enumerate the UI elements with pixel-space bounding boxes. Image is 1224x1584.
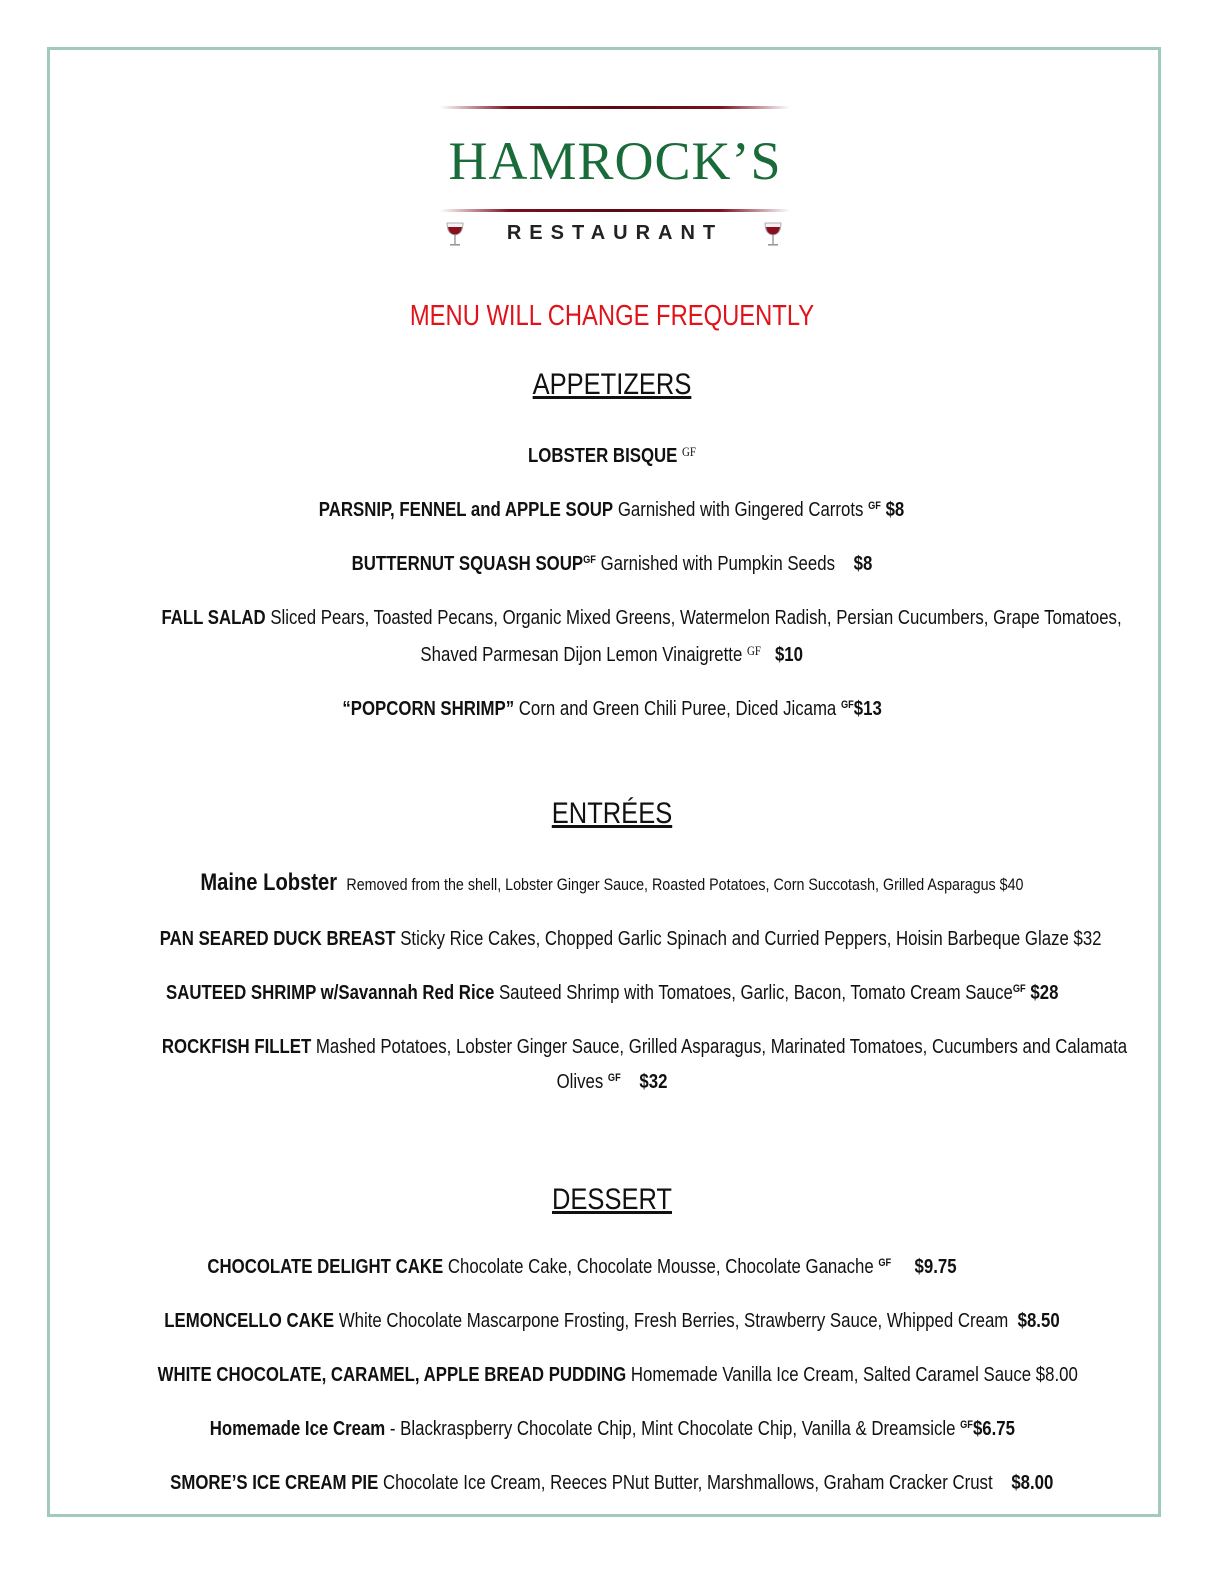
menu-item-continued <box>70 1063 1154 1101</box>
menu-item-continued <box>70 636 1154 674</box>
item-name: BUTTERNUT SQUASH SOUP <box>351 553 584 575</box>
item-name: Maine Lobster <box>200 869 338 896</box>
gluten-free-mark: GF <box>607 1072 621 1084</box>
menu-item <box>70 599 1154 637</box>
item-description: Olives <box>556 1071 604 1093</box>
menu-item <box>70 1028 1154 1066</box>
item-name: LOBSTER BISQUE <box>527 445 678 467</box>
item-description: Chocolate Ice Cream, Reeces PNut Butter, Marshmallows, Graham Cracker Crust <box>383 1472 993 1494</box>
gluten-free-mark: GF <box>583 554 596 566</box>
item-description: - Blackraspberry Chocolate Chip, Mint Chocolate Chip, Vanilla & Dreamsicle <box>389 1418 956 1440</box>
item-name: SAUTEED SHRIMP w/Savannah Red Rice <box>165 982 495 1004</box>
item-description: White Chocolate Mascarpone Frosting, Fresh Berries, Strawberry Sauce, Whipped Cream <box>338 1310 1009 1332</box>
gluten-free-mark: GF <box>868 500 882 512</box>
item-price: $32 <box>639 1071 668 1093</box>
item-description: Garnished with Gingered Carrots <box>618 499 864 521</box>
item-price: $13 <box>853 698 882 720</box>
logo-name: HAMROCK’S <box>448 131 782 191</box>
item-description: Sauteed Shrimp with Tomatoes, Garlic, Bacon, Tomato Cream Sauce <box>498 982 1013 1004</box>
item-price: $8 <box>853 553 873 575</box>
item-price: $6.75 <box>972 1418 1015 1440</box>
item-price: $8.50 <box>1017 1310 1060 1332</box>
page-border <box>47 47 1161 1517</box>
appetizers-heading: APPETIZERS <box>532 368 692 401</box>
menu-item <box>70 437 1154 475</box>
item-name: PARSNIP, FENNEL and APPLE SOUP <box>319 499 614 521</box>
logo-bottom-rule <box>440 209 790 212</box>
menu-item <box>70 974 1154 1012</box>
item-description: Sliced Pears, Toasted Pecans, Organic Mixed Greens, Watermelon Radish, Persian Cucumbers, Grape Tomatoes, <box>270 607 1122 629</box>
menu-item <box>70 1248 1154 1286</box>
item-description: Shaved Parmesan Dijon Lemon Vinaigrette <box>420 644 743 666</box>
logo-top-rule <box>440 106 790 109</box>
logo-subtitle: RESTAURANT <box>506 222 724 244</box>
item-description: Corn and Green Chili Puree, Diced Jicama <box>518 698 837 720</box>
item-description: Chocolate Cake, Chocolate Mousse, Chocolate Ganache <box>447 1256 874 1278</box>
item-name: “POPCORN SHRIMP” <box>342 698 515 720</box>
item-price: $8 <box>886 499 905 521</box>
menu-change-notice: MENU WILL CHANGE FREQUENTLY <box>409 300 815 332</box>
gluten-free-mark: GF <box>747 643 762 658</box>
gluten-free-mark: GF <box>959 1419 973 1431</box>
item-name: ROCKFISH FILLET <box>161 1036 312 1058</box>
menu-item <box>70 920 1154 958</box>
item-name: FALL SALAD <box>161 607 266 629</box>
item-description: Homemade Vanilla Ice Cream, Salted Caramel Sauce $8.00 <box>630 1364 1078 1386</box>
item-name: CHOCOLATE DELIGHT CAKE <box>207 1256 444 1278</box>
item-name: LEMONCELLO CAKE <box>164 1310 335 1332</box>
menu-item <box>70 1464 1154 1502</box>
item-description: Sticky Rice Cakes, Chopped Garlic Spinach and Curried Peppers, Hoisin Barbeque Glaze $32 <box>400 928 1102 950</box>
item-name: WHITE CHOCOLATE, CARAMEL, APPLE BREAD PUDDING <box>157 1364 627 1386</box>
menu-item <box>70 690 1154 728</box>
item-name: PAN SEARED DUCK BREAST <box>159 928 396 950</box>
gluten-free-mark: GF <box>1012 983 1026 995</box>
gluten-free-mark: GF <box>878 1257 892 1269</box>
item-description: Garnished with Pumpkin Seeds <box>600 553 836 575</box>
item-price: $28 <box>1030 982 1059 1004</box>
menu-item <box>70 1302 1154 1340</box>
restaurant-logo <box>440 100 790 250</box>
menu-item <box>70 491 1154 529</box>
item-description: Mashed Potatoes, Lobster Ginger Sauce, Grilled Asparagus, Marinated Tomatoes, Cucumbers and Calamata <box>315 1036 1128 1058</box>
item-price: $8.00 <box>1011 1472 1054 1494</box>
menu-item <box>70 1356 1154 1394</box>
item-name: Homemade Ice Cream <box>209 1418 385 1440</box>
item-name: SMORE’S ICE CREAM PIE <box>170 1472 379 1494</box>
item-price: $10 <box>775 644 804 666</box>
menu-item <box>70 864 1154 904</box>
gluten-free-mark: GF <box>682 444 696 459</box>
gluten-free-mark: GF <box>840 699 854 711</box>
item-description: Removed from the shell, Lobster Ginger Sauce, Roasted Potatoes, Corn Succotash, Grilled Asparagus $40 <box>346 875 1024 894</box>
menu-item <box>70 545 1154 583</box>
item-price: $9.75 <box>914 1256 957 1278</box>
menu-item <box>70 1410 1154 1448</box>
wine-glass-icon <box>762 222 784 248</box>
entrees-heading: ENTRÉES <box>551 797 673 830</box>
dessert-heading: DESSERT <box>552 1183 672 1216</box>
